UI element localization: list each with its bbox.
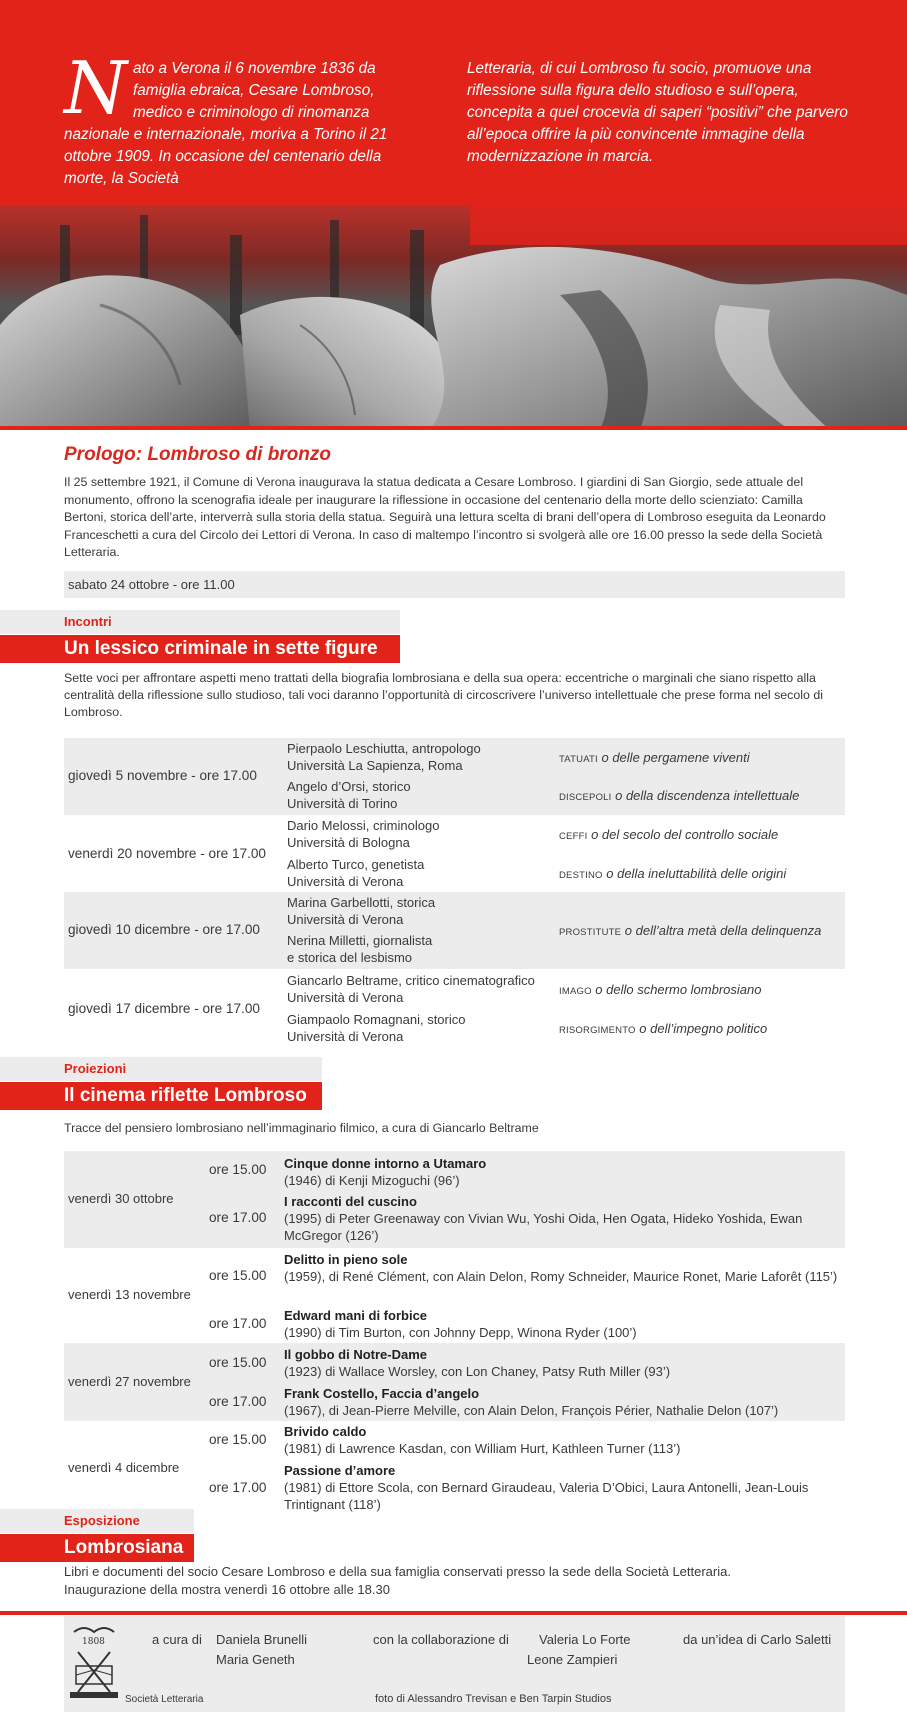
film-entry: Il gobbo di Notre-Dame (1923) di Wallace Worsley, con Lon Chaney, Patsy Ruth Miller (93’) [284, 1347, 671, 1379]
proiezioni-date: venerdì 13 novembre [68, 1287, 191, 1302]
incontri-topic: PROSTITUTE o dell’altra metà della delinquenza [559, 923, 822, 938]
film-entry: I racconti del cuscino (1995) di Peter Greenaway con Vivian Wu, Yoshi Oida, Hen Ogata, Hideko Yoshida, Ewan McGregor (126’) [284, 1194, 803, 1243]
curator-name: Daniela Brunelli [216, 1632, 308, 1647]
incontri-row [64, 815, 845, 892]
film-entry: Cinque donne intorno a Utamaro (1946) di Kenji Mizoguchi (96’) [284, 1156, 487, 1188]
collab-label: con la collaborazione di [373, 1632, 509, 1647]
intro-left-column [64, 46, 424, 190]
film-entry: Delitto in pieno sole (1959), di René Clément, con Alain Delon, Romy Schneider, Maurice Ronet, Marie Laforêt (115’) [284, 1252, 838, 1284]
esposizione-title: Lombrosiana [64, 1537, 184, 1558]
intro-right-text: Letteraria, di cui Lombroso fu socio, promuove una riflessione sulla figura dello studioso e sull’opera, concepita a quel crocevia di saperi “positivi” che parvero all’epoca offrire la più convincente immagine della modernizzazione in marcia. [467, 60, 848, 165]
incontri-speaker: Giampaolo Romagnani, storico Università di Verona [287, 1012, 466, 1044]
incontri-date: giovedì 10 dicembre - ore 17.00 [68, 922, 260, 937]
incontri-date: giovedì 5 novembre - ore 17.00 [68, 768, 257, 783]
film-entry: Edward mani di forbice (1990) di Tim Burton, con Johnny Depp, Winona Ryder (100’) [284, 1308, 637, 1340]
esposizione-desc: Libri e documenti del socio Cesare Lombroso e della sua famiglia conservati presso la sede della Società Letteraria. Inaugurazione della mostra venerdì 16 ottobre alle 18.30 [64, 1564, 731, 1597]
incontri-topic: DESTINO o della ineluttabilità delle origini [559, 866, 787, 881]
prologo-title: Prologo: Lombroso di bronzo [64, 444, 332, 465]
intro-banner [0, 0, 907, 205]
curated-label: a cura di [152, 1632, 202, 1647]
incontri-speaker: Dario Melossi, criminologo Università di Bologna [287, 818, 440, 850]
proiezioni-desc: Tracce del pensiero lombrosiano nell’immaginario filmico, a cura di Giancarlo Beltrame [64, 1121, 539, 1135]
incontri-speaker: Giancarlo Beltrame, critico cinematografico Università di Verona [287, 973, 535, 1005]
film-time: ore 15.00 [209, 1432, 267, 1447]
curator-name: Maria Geneth [216, 1652, 295, 1667]
svg-text:1808: 1808 [82, 1637, 105, 1647]
societa-letteraria-logo-icon [66, 1622, 122, 1702]
film-entry: Passione d’amore (1981) di Ettore Scola, con Bernard Giraudeau, Valeria D’Obici, Laura Antonelli, Jean-Louis Trintignant (118’) [284, 1463, 809, 1512]
statue-photo-illustration [0, 205, 907, 430]
proiezioni-date: venerdì 4 dicembre [68, 1460, 180, 1475]
prologo-text: Il 25 settembre 1921, il Comune di Verona inaugurava la statua dedicata a Cesare Lombroso. I giardini di San Giorgio, sede attuale del monumento, offrono la scenografia ideale per inaugurare la riflessione in occasione del centenario della morte dello scienziato: Camilla Bertoni, storica dell’arte, interverrà sulla storia della statua. Seguirà una lettura scelta di brani dell’opera di Lombroso eseguita da Leonardo Franceschetti a cura del Circolo dei Lettori di Verona. In caso di maltempo l’incontro si svolgerà alle ore 16.00 presso la sede della Società Letteraria. [64, 475, 826, 560]
incontri-row [64, 969, 845, 1046]
esposizione-kicker: Esposizione [64, 1513, 140, 1528]
incontri-speaker: Pierpaolo Leschiutta, antropologo Università La Sapienza, Roma [287, 741, 481, 773]
incontri-date: giovedì 17 dicembre - ore 17.00 [68, 1001, 260, 1016]
proiezioni-row [64, 1248, 845, 1343]
proiezioni-date: venerdì 30 ottobre [68, 1191, 174, 1206]
film-entry: Brivido caldo (1981) di Lawrence Kasdan, con William Hurt, Kathleen Turner (113’) [284, 1424, 681, 1456]
photo-credit: foto di Alessandro Trevisan e Ben Tarpin Studios [375, 1693, 612, 1705]
incontri-row [64, 892, 845, 969]
statue-photo [0, 205, 907, 430]
incontri-topic: TATUATI o delle pergamene viventi [559, 750, 750, 765]
incontri-title: Un lessico criminale in sette figure [64, 638, 378, 659]
proiezioni-kicker: Proiezioni [64, 1061, 127, 1076]
intro-dropcap: N [64, 46, 127, 130]
intro-left-text: ato a Verona il 6 novembre 1836 da famiglia ebraica, Cesare Lombroso, medico e criminologo di rinomanza nazionale e internazionale, moriva a Torino il 21 ottobre 1909. In occasione del centenario della morte, la Società [64, 60, 388, 187]
proiezioni-row [64, 1151, 845, 1248]
prologo-date: sabato 24 ottobre - ore 11.00 [64, 571, 845, 598]
film-time: ore 17.00 [209, 1210, 267, 1225]
proiezioni-date: venerdì 27 novembre [68, 1374, 191, 1389]
incontri-date: venerdì 20 novembre - ore 17.00 [68, 846, 266, 861]
incontri-desc: Sette voci per affrontare aspetti meno trattati della biografia lombrosiana e della sua opera: eccentriche o marginali che siano rispetto alla centralità della riflessione sullo studioso, tali voci daranno l’opportunità di circoscrivere l’universo intellettuale che prese forma nel secolo di Lombroso. [64, 671, 823, 719]
proiezioni-kicker-band [0, 1057, 322, 1081]
incontri-topic: CEFFI o del secolo del controllo sociale [559, 827, 779, 842]
logo-caption: Società Letteraria [125, 1694, 204, 1705]
idea-credit: da un’idea di Carlo Saletti [683, 1632, 832, 1647]
incontri-topic: RISORGIMENTO o dell’impegno politico [559, 1021, 768, 1036]
proiezioni-title: Il cinema riflette Lombroso [64, 1085, 307, 1106]
incontri-speaker: Marina Garbellotti, storica Università di Verona [287, 895, 436, 927]
incontri-kicker-band [0, 610, 400, 634]
incontri-row [64, 738, 845, 815]
incontri-speaker: Angelo d’Orsi, storico Università di Torino [287, 779, 411, 811]
film-entry: Frank Costello, Faccia d’angelo (1967), di Jean-Pierre Melville, con Alain Delon, François Périer, Nathalie Delon (107’) [284, 1386, 779, 1418]
film-time: ore 15.00 [209, 1268, 267, 1283]
film-time: ore 15.00 [209, 1355, 267, 1370]
incontri-topic: DISCEPOLI o della discendenza intellettuale [559, 788, 800, 803]
incontri-speaker: Nerina Milletti, giornalista e storica del lesbismo [287, 933, 433, 965]
collaborator-name: Valeria Lo Forte [539, 1632, 631, 1647]
incontri-kicker: Incontri [64, 614, 112, 629]
proiezioni-row [64, 1421, 845, 1516]
footer-divider [0, 1611, 907, 1615]
collaborator-name: Leone Zampieri [527, 1652, 618, 1667]
incontri-topic: IMAGO o dello schermo lombrosiano [559, 982, 762, 997]
film-time: ore 17.00 [209, 1480, 267, 1495]
film-time: ore 17.00 [209, 1394, 267, 1409]
incontri-speaker: Alberto Turco, genetista Università di Verona [287, 857, 425, 889]
proiezioni-row [64, 1343, 845, 1421]
film-time: ore 15.00 [209, 1162, 267, 1177]
film-time: ore 17.00 [209, 1316, 267, 1331]
